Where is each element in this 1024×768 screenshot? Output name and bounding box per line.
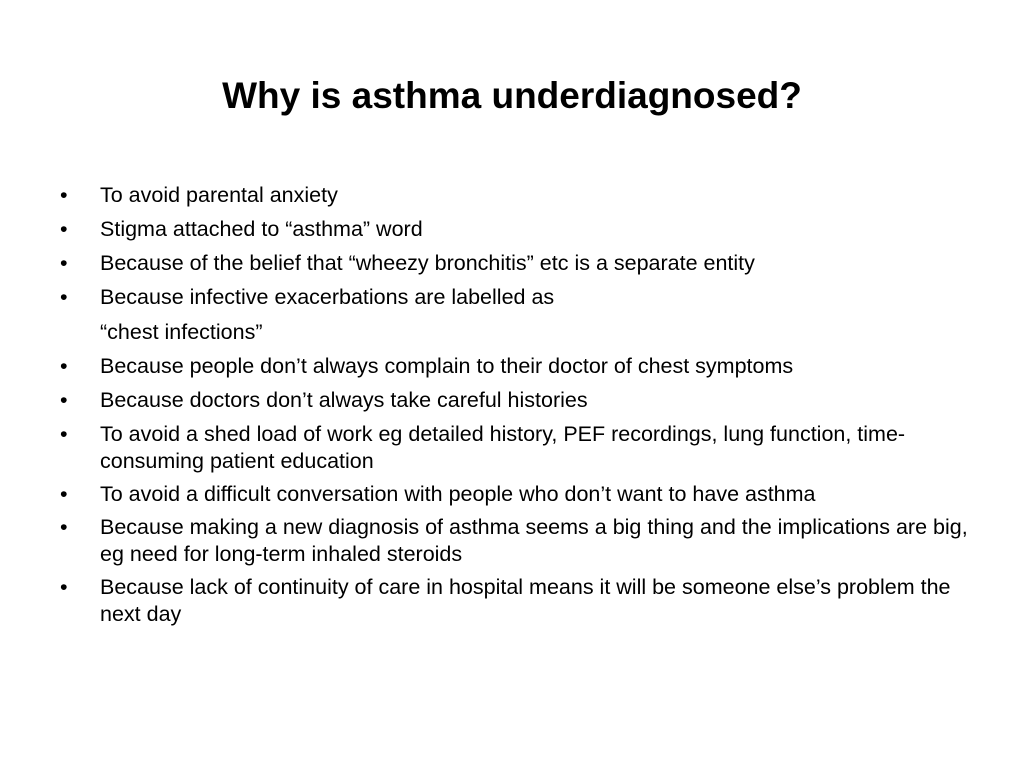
bullet-icon: • xyxy=(60,183,68,207)
bullet-icon: • xyxy=(60,422,68,446)
bullet-icon: • xyxy=(60,251,68,275)
bullet-text: Because making a new diagnosis of asthma seems a big thing and the implications are big, eg need for long-term inhaled steroids xyxy=(100,515,968,566)
bullet-continuation: “chest infections” xyxy=(100,320,263,344)
bullet-item-10 xyxy=(60,574,990,628)
bullet-item-9 xyxy=(60,514,990,568)
bullet-list xyxy=(60,182,990,634)
bullet-item-7 xyxy=(60,421,990,475)
bullet-item-4 xyxy=(60,284,990,346)
bullet-text: To avoid parental anxiety xyxy=(100,183,338,207)
bullet-icon: • xyxy=(60,285,68,309)
bullet-text: Because lack of continuity of care in hospital means it will be someone else’s problem the next day xyxy=(100,575,951,626)
bullet-item-6 xyxy=(60,387,990,414)
bullet-icon: • xyxy=(60,482,68,506)
bullet-item-8 xyxy=(60,481,990,508)
bullet-icon: • xyxy=(60,575,68,599)
bullet-item-5 xyxy=(60,353,990,380)
bullet-icon: • xyxy=(60,388,68,412)
bullet-text: Stigma attached to “asthma” word xyxy=(100,217,423,241)
bullet-icon: • xyxy=(60,354,68,378)
bullet-item-1 xyxy=(60,182,990,209)
bullet-icon: • xyxy=(60,217,68,241)
bullet-text: To avoid a difficult conversation with people who don’t want to have asthma xyxy=(100,482,816,506)
bullet-text: Because of the belief that “wheezy bronchitis” etc is a separate entity xyxy=(100,251,755,275)
bullet-item-2 xyxy=(60,216,990,243)
bullet-text: Because people don’t always complain to their doctor of chest symptoms xyxy=(100,354,794,378)
bullet-icon: • xyxy=(60,515,68,539)
bullet-text: Because doctors don’t always take careful histories xyxy=(100,388,588,412)
bullet-item-3 xyxy=(60,250,990,277)
slide-title: Why is asthma underdiagnosed? xyxy=(222,75,802,116)
bullet-text: To avoid a shed load of work eg detailed history, PEF recordings, lung function, time-consuming patient education xyxy=(100,422,906,473)
bullet-text: Because infective exacerbations are labelled as xyxy=(100,285,555,309)
